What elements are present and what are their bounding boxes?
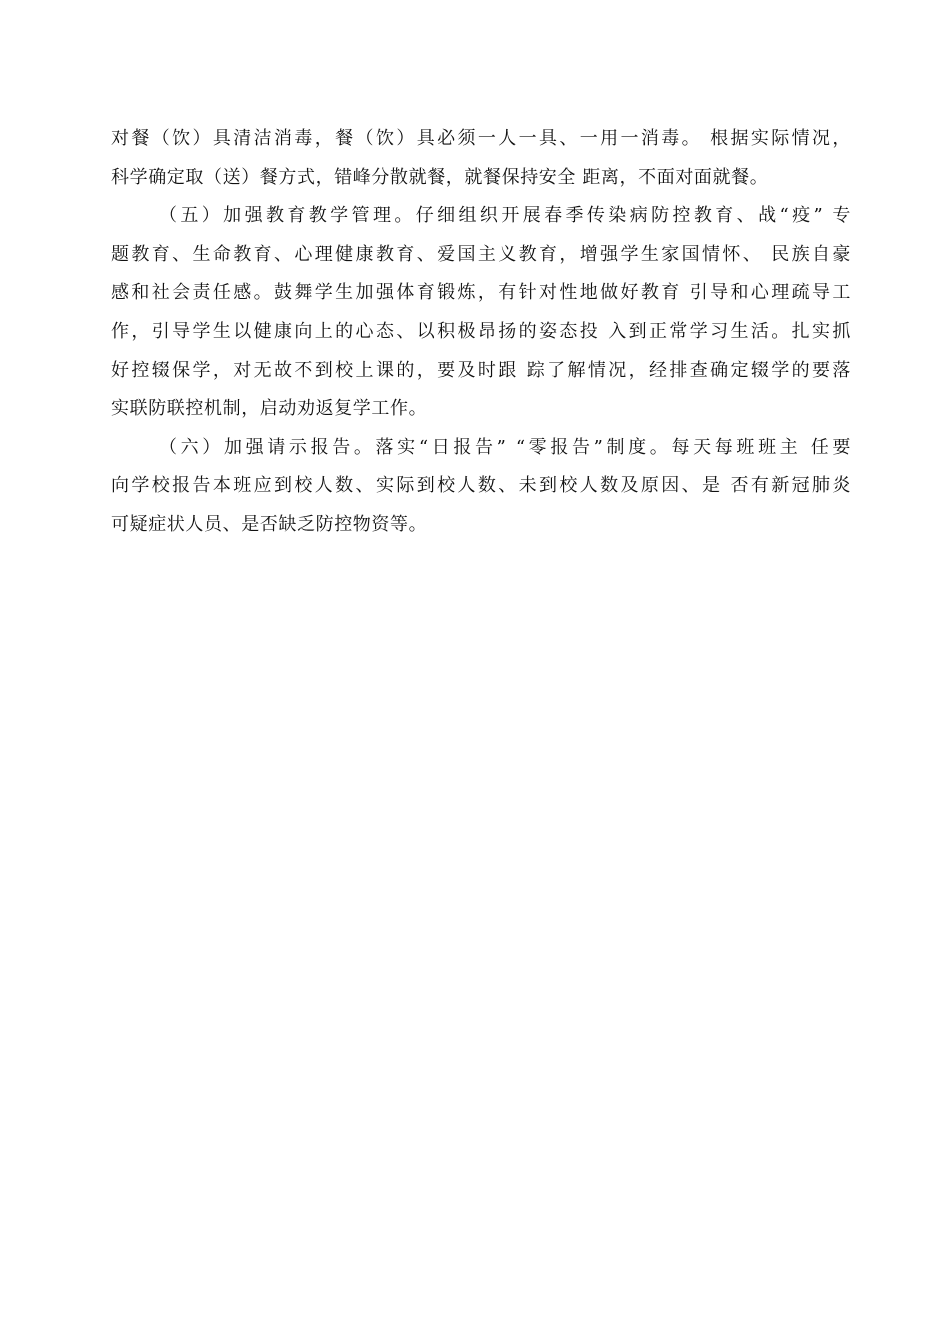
paragraph-canteen-hygiene <box>111 120 851 197</box>
text-line: （五）加强教育教学管理。仔细组织开展春季传染病防控教育、战“疫” 专 <box>159 205 851 227</box>
paragraph-reporting <box>111 429 851 545</box>
paragraph-teaching-management <box>111 197 851 429</box>
text-line: 实联防联控机制，启动劝返复学工作。 <box>111 398 428 420</box>
text-line: 向学校报告本班应到校人数、实际到校人数、未到校人数及原因、是 否有新冠肺炎 <box>111 475 851 497</box>
text-line: 感和社会责任感。鼓舞学生加强体育锻炼，有针对性地做好教育 引导和心理疏导工 <box>111 282 851 304</box>
text-line: 好控辍保学，对无故不到校上课的，要及时跟 踪了解情况，经排查确定辍学的要落 <box>111 359 851 381</box>
text-line: 可疑症状人员、是否缺乏防控物资等。 <box>111 513 428 535</box>
text-line: 对餐（饮）具清洁消毒，餐（饮）具必须一人一具、一用一消毒。 根据实际情况， <box>111 128 851 149</box>
text-line: （六）加强请示报告。落实“日报告” “零报告”制度。每天每班班主 任要 <box>159 436 851 458</box>
text-line: 作，引导学生以健康向上的心态、以积极昂扬的姿态投 入到正常学习生活。扎实抓 <box>111 320 851 342</box>
text-line: 题教育、生命教育、心理健康教育、爱国主义教育，增强学生家国情怀、 民族自豪 <box>111 243 851 265</box>
document-body <box>111 120 851 545</box>
text-line: 科学确定取（送）餐方式，错峰分散就餐，就餐保持安全 距离，不面对面就餐。 <box>111 166 769 188</box>
